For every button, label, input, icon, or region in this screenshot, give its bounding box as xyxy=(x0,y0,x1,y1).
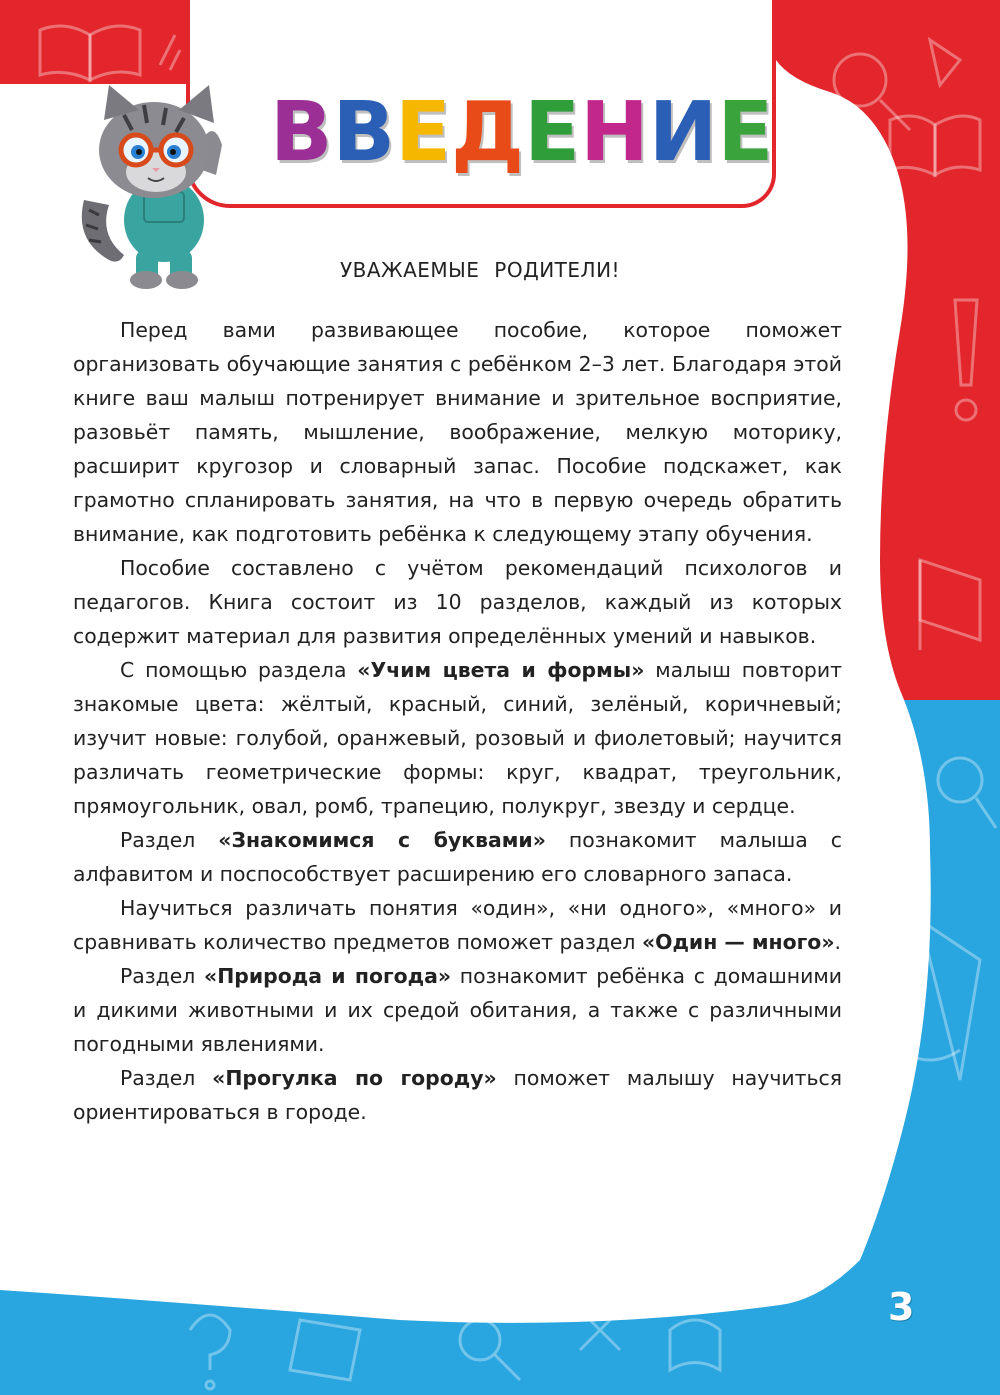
paragraph: Раздел «Природа и погода» познакомит ребёнка с домашними и дикими животными и их средой обитания, а также с различными погодными явлениями. xyxy=(73,964,843,1056)
paragraph: Раздел «Знакомимся с буквами» познакомит малыша с алфавитом и поспособствует расширению его словарного запаса. xyxy=(73,828,842,886)
paragraph: Перед вами развивающее пособие, которое поможет организовать обучающие занятия с ребёнком 2–3 лет. Благодаря этой книге ваш малыш потренирует внимание и зрительное восприятие, разовьёт память, мышление, воображение, мелкую моторику, расширит кругозор и словарный запас. Пособие подскажет, как грамотно спланировать занятия, на что в первую очередь обратить внимание, как подготовить ребёнка к следующему этапу обучения. xyxy=(73,318,842,546)
page-title xyxy=(270,85,772,180)
title-letter: Д xyxy=(451,85,523,180)
title-letter: Е xyxy=(524,85,579,180)
heading: УВАЖАЕМЫЕ РОДИТЕЛИ! xyxy=(339,258,621,282)
title-letter: Е xyxy=(395,85,450,180)
title-letter: В xyxy=(332,85,394,180)
section-name: «Один — много» xyxy=(641,930,835,954)
paragraph: Пособие составлено с учётом рекомендаций психологов и педагогов. Книга состоит из 10 разделов, каждый из которых содержит материал для развития определённых умений и навыков. xyxy=(73,556,842,648)
title-letter: Е xyxy=(717,85,772,180)
section-name: «Прогулка по городу» xyxy=(212,1066,497,1090)
paragraph: Научиться различать понятия «один», «ни одного», «много» и сравнивать количество предметов поможет раздел «Один — много». xyxy=(73,896,842,954)
paragraph: С помощью раздела «Учим цвета и формы» малыш повторит знакомые цвета: жёлтый, красный, синий, зелёный, коричневый; изучит новые: голубой, оранжевый, розовый и фиолетовый; научится различать геометрические формы: круг, квадрат, треугольник, прямоугольник, овал, ромб, трапецию, полукруг, звезду и сердце. xyxy=(73,658,842,818)
paragraph: Раздел «Прогулка по городу» поможет малышу научиться ориентироваться в городе. xyxy=(73,1066,842,1124)
section-name: «Знакомимся с буквами» xyxy=(218,828,546,852)
section-name: «Учим цвета и формы» xyxy=(357,658,645,682)
body-text xyxy=(73,313,842,1129)
title-letter: И xyxy=(648,85,716,180)
page-number: 3 xyxy=(888,1285,915,1329)
title-letter: В xyxy=(270,85,331,180)
section-name: «Природа и погода» xyxy=(204,964,452,988)
title-letter: Н xyxy=(580,85,647,180)
